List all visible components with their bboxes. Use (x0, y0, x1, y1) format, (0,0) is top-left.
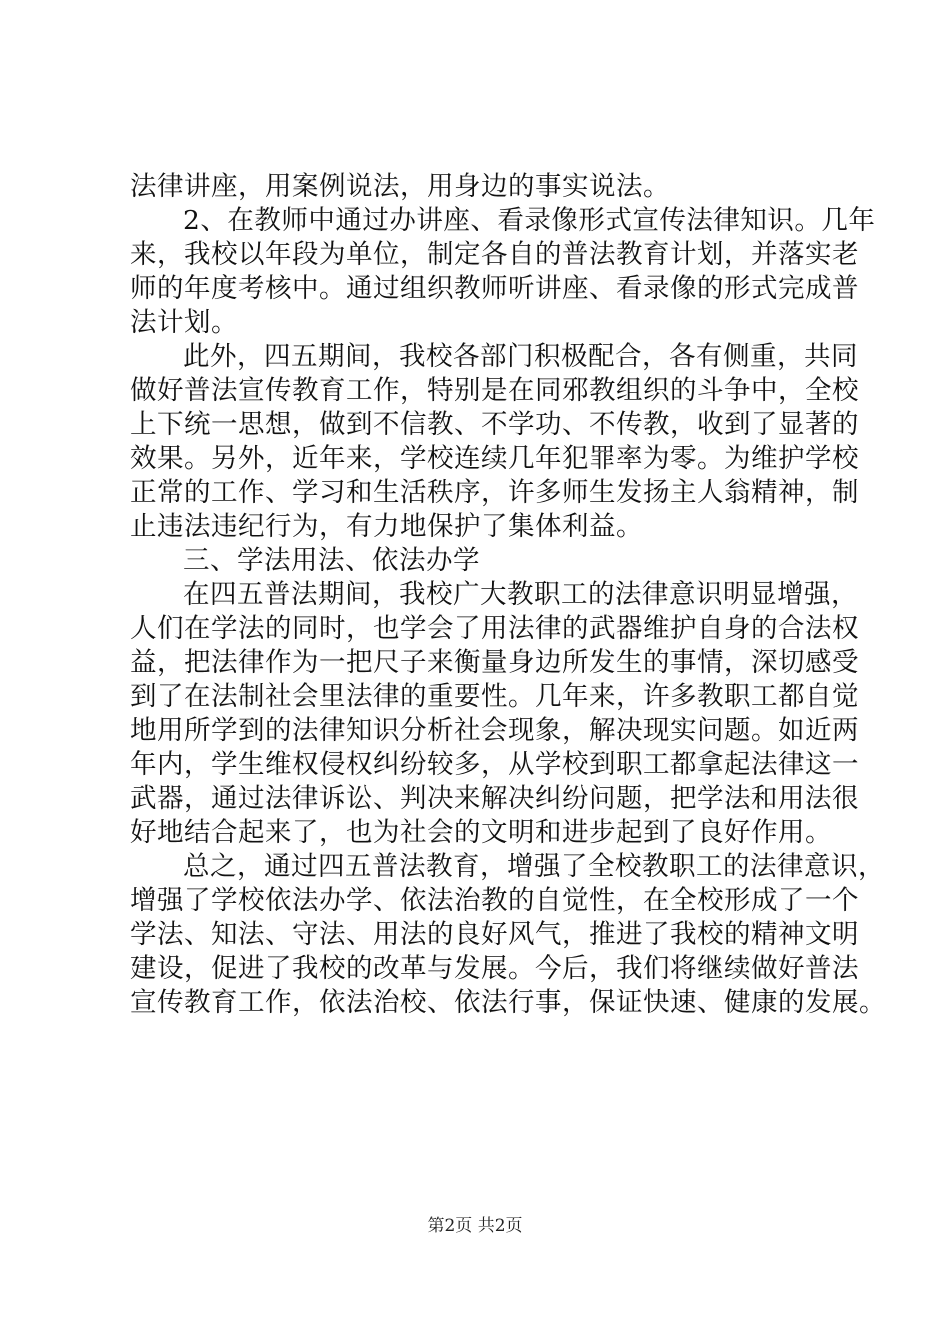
text-line: 止违法违纪行为，有力地保护了集体利益。 (130, 511, 643, 542)
text-line: 法计划。 (130, 307, 238, 338)
document-body (130, 170, 886, 1020)
text-line: 增强了学校依法办学、依法治教的自觉性，在全校形成了一个 (130, 885, 859, 916)
text-line: 好地结合起来了，也为社会的文明和进步起到了良好作用。 (130, 817, 832, 848)
text-line: 正常的工作、学习和生活秩序，许多师生发扬主人翁精神，制 (130, 477, 859, 508)
page-number: 第2页 共2页 (427, 1216, 523, 1236)
text-line: 三、学法用法、依法办学 (183, 545, 480, 576)
text-line: 效果。另外，近年来，学校连续几年犯罪率为零。为维护学校 (130, 443, 859, 474)
page-footer (0, 1215, 950, 1237)
text-line: 法律讲座，用案例说法，用身边的事实说法。 (130, 171, 670, 202)
text-line: 年内，学生维权侵权纠纷较多，从学校到职工都拿起法律这一 (130, 749, 859, 780)
text-line: 此外，四五期间，我校各部门积极配合，各有侧重，共同 (183, 341, 858, 372)
text-line: 总之，通过四五普法教育，增强了全校教职工的法律意识， (183, 851, 885, 882)
text-line: 学法、知法、守法、用法的良好风气，推进了我校的精神文明 (130, 919, 859, 950)
text-line: 到了在法制社会里法律的重要性。几年来，许多教职工都自觉 (130, 681, 859, 712)
text-line: 人们在学法的同时，也学会了用法律的武器维护自身的合法权 (130, 613, 859, 644)
text-line: 2、在教师中通过办讲座、看录像形式宣传法律知识。几年 (183, 205, 876, 236)
text-line: 地用所学到的法律知识分析社会现象，解决现实问题。如近两 (130, 715, 859, 746)
text-line: 在四五普法期间，我校广大教职工的法律意识明显增强， (183, 579, 858, 610)
text-line: 宣传教育工作，依法治校、依法行事，保证快速、健康的发展。 (130, 987, 886, 1018)
text-line: 益，把法律作为一把尺子来衡量身边所发生的事情，深切感受 (130, 647, 859, 678)
text-line: 上下统一思想，做到不信教、不学功、不传教，收到了显著的 (130, 409, 859, 440)
text-line: 建设，促进了我校的改革与发展。今后，我们将继续做好普法 (130, 953, 859, 984)
text-line: 做好普法宣传教育工作，特别是在同邪教组织的斗争中，全校 (130, 375, 859, 406)
text-line: 来，我校以年段为单位，制定各自的普法教育计划，并落实老 (130, 239, 859, 270)
text-line: 武器，通过法律诉讼、判决来解决纠纷问题，把学法和用法很 (130, 783, 859, 814)
text-line: 师的年度考核中。通过组织教师听讲座、看录像的形式完成普 (130, 273, 859, 304)
